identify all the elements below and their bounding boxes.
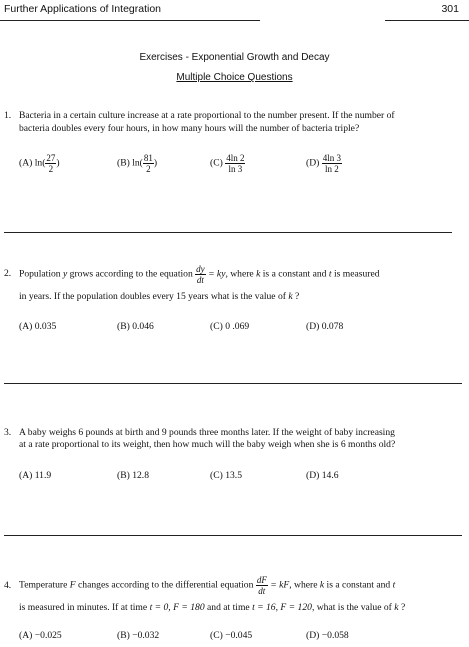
text: is a constant and bbox=[326, 579, 391, 591]
variable: k bbox=[288, 291, 293, 302]
q2-number: 2. bbox=[4, 268, 12, 279]
equation-rhs: = kF bbox=[270, 579, 290, 591]
option-label: (A) bbox=[19, 321, 33, 332]
q2-option-c bbox=[210, 321, 249, 332]
option-value: −0.045 bbox=[225, 630, 253, 641]
fraction bbox=[225, 153, 245, 174]
fraction-numerator: dy bbox=[196, 264, 205, 274]
math-expression: t = 16 bbox=[252, 602, 276, 613]
q2-text-line1 bbox=[19, 264, 380, 285]
option-label: (A) bbox=[19, 470, 33, 481]
option-label: (D) bbox=[306, 157, 320, 169]
option-value: 0.078 bbox=[321, 321, 344, 332]
q1-option-a bbox=[19, 153, 60, 174]
math-expression: t = 0 bbox=[149, 602, 169, 613]
text: , where bbox=[225, 268, 254, 280]
math-expression: F = 180 bbox=[173, 602, 205, 613]
fraction-denominator: ln 3 bbox=[228, 164, 243, 174]
text: ? bbox=[400, 602, 406, 613]
q3-text-line2: at a rate proportional to its weight, then how much will the baby weigh when she is 6 months old? bbox=[19, 439, 396, 450]
text: ? bbox=[295, 291, 300, 302]
option-label: (C) bbox=[210, 630, 223, 641]
option-label: (D) bbox=[306, 630, 320, 641]
fraction-denominator: ln 2 bbox=[324, 164, 339, 174]
q3-option-a bbox=[19, 470, 51, 481]
q3-option-d bbox=[306, 470, 339, 481]
option-value: 11.9 bbox=[34, 470, 52, 481]
variable: F bbox=[69, 579, 76, 591]
q4-number: 4. bbox=[4, 580, 12, 591]
fraction-denominator: dt bbox=[258, 586, 266, 596]
option-label: (B) bbox=[117, 321, 130, 332]
text: is measured in minutes. If at time bbox=[19, 602, 148, 613]
q1-option-d bbox=[306, 153, 342, 174]
text: is measured bbox=[333, 268, 380, 280]
q1-text-line1: Bacteria in a certain culture increase at a rate proportional to the number present. If the number of bbox=[19, 110, 395, 121]
text: and at time bbox=[207, 602, 250, 613]
paren-close: ) bbox=[56, 157, 60, 169]
section-subtitle: Multiple Choice Questions bbox=[176, 72, 293, 83]
running-header-title: Further Applications of Integration bbox=[4, 3, 162, 15]
q3-option-b bbox=[117, 470, 149, 481]
fraction-denominator: 2 bbox=[48, 164, 54, 174]
q4-text-line2 bbox=[19, 602, 405, 614]
header-rule-left bbox=[0, 20, 260, 21]
option-label: (D) bbox=[306, 321, 320, 332]
text: grows according to the equation bbox=[69, 268, 193, 280]
q2-option-d bbox=[306, 321, 343, 332]
divider-1 bbox=[4, 232, 452, 233]
variable: t bbox=[328, 268, 332, 280]
q4-option-c bbox=[210, 630, 252, 641]
q3-text-line1: A baby weighs 6 pounds at birth and 9 pounds three months later. If the weight of baby increasing bbox=[19, 427, 395, 438]
q1-option-c bbox=[210, 153, 245, 174]
divider-2 bbox=[4, 383, 462, 384]
option-label: (A) bbox=[19, 630, 33, 641]
header-rule-right bbox=[385, 20, 469, 21]
variable: t bbox=[392, 579, 396, 591]
math-expression: F = 120 bbox=[280, 602, 312, 613]
q4-option-d bbox=[306, 630, 349, 641]
text: Population bbox=[19, 268, 61, 280]
variable: k bbox=[319, 579, 325, 591]
option-value: 0.046 bbox=[132, 321, 154, 332]
equation-rhs: = ky bbox=[208, 268, 226, 280]
fraction-denominator: 2 bbox=[146, 164, 151, 174]
text: is a constant and bbox=[262, 268, 327, 280]
option-value: −0.058 bbox=[321, 630, 349, 641]
paren-close: ) bbox=[153, 157, 158, 169]
option-label: (B) bbox=[117, 157, 130, 169]
ln-text: ln( bbox=[132, 157, 143, 169]
q1-number: 1. bbox=[4, 110, 12, 121]
q3-number: 3. bbox=[4, 427, 12, 438]
option-value: 13.5 bbox=[225, 470, 242, 481]
fraction bbox=[45, 153, 56, 174]
derivative-fraction bbox=[195, 264, 206, 285]
option-label: (D) bbox=[306, 470, 320, 481]
option-value: 12.8 bbox=[132, 470, 149, 481]
option-label: (B) bbox=[117, 630, 130, 641]
fraction-numerator: 4ln 2 bbox=[226, 153, 245, 163]
page-number: 301 bbox=[441, 3, 459, 15]
q4-option-a bbox=[19, 630, 62, 641]
option-value: −0.032 bbox=[132, 630, 160, 641]
q3-option-c bbox=[210, 470, 242, 481]
text: changes according to the differential equation bbox=[78, 579, 254, 591]
option-label: (C) bbox=[210, 157, 223, 169]
option-value: 14.6 bbox=[321, 470, 339, 481]
fraction-numerator: dF bbox=[256, 575, 267, 585]
text: , bbox=[168, 602, 171, 613]
fraction-numerator: 27 bbox=[46, 153, 56, 163]
text: , where bbox=[289, 579, 318, 591]
text: , what is the value of bbox=[311, 602, 392, 613]
fraction-numerator: 81 bbox=[143, 153, 153, 163]
variable: y bbox=[62, 268, 68, 280]
derivative-fraction bbox=[256, 575, 268, 596]
fraction bbox=[143, 153, 154, 174]
text: Temperature bbox=[19, 579, 68, 591]
q4-option-b bbox=[117, 630, 159, 641]
q4-text-line1 bbox=[19, 575, 395, 596]
option-value: −0.025 bbox=[34, 630, 62, 641]
option-label: (B) bbox=[117, 470, 130, 481]
option-value: 0 .069 bbox=[225, 321, 250, 332]
fraction-numerator: 4ln 3 bbox=[322, 153, 341, 163]
q1-option-b bbox=[117, 153, 157, 174]
variable: k bbox=[256, 268, 261, 280]
section-title: Exercises - Exponential Growth and Decay bbox=[139, 52, 330, 63]
variable: k bbox=[394, 602, 399, 613]
ln-text: ln( bbox=[34, 157, 46, 169]
q2-option-a bbox=[19, 321, 56, 332]
q1-text-line2: bacteria doubles every four hours, in how many hours will the number of bacteria triple? bbox=[19, 123, 360, 134]
fraction bbox=[322, 153, 342, 174]
q2-option-b bbox=[117, 321, 154, 332]
divider-3 bbox=[4, 535, 462, 536]
text: , bbox=[275, 602, 279, 613]
option-label: (C) bbox=[210, 470, 223, 481]
option-label: (A) bbox=[19, 157, 33, 169]
option-label: (C) bbox=[210, 321, 223, 332]
q2-text-line2 bbox=[19, 291, 299, 303]
fraction-denominator: dt bbox=[196, 275, 204, 285]
text: in years. If the population doubles every 15 years what is the value of bbox=[19, 291, 286, 302]
option-value: 0.035 bbox=[34, 321, 57, 332]
